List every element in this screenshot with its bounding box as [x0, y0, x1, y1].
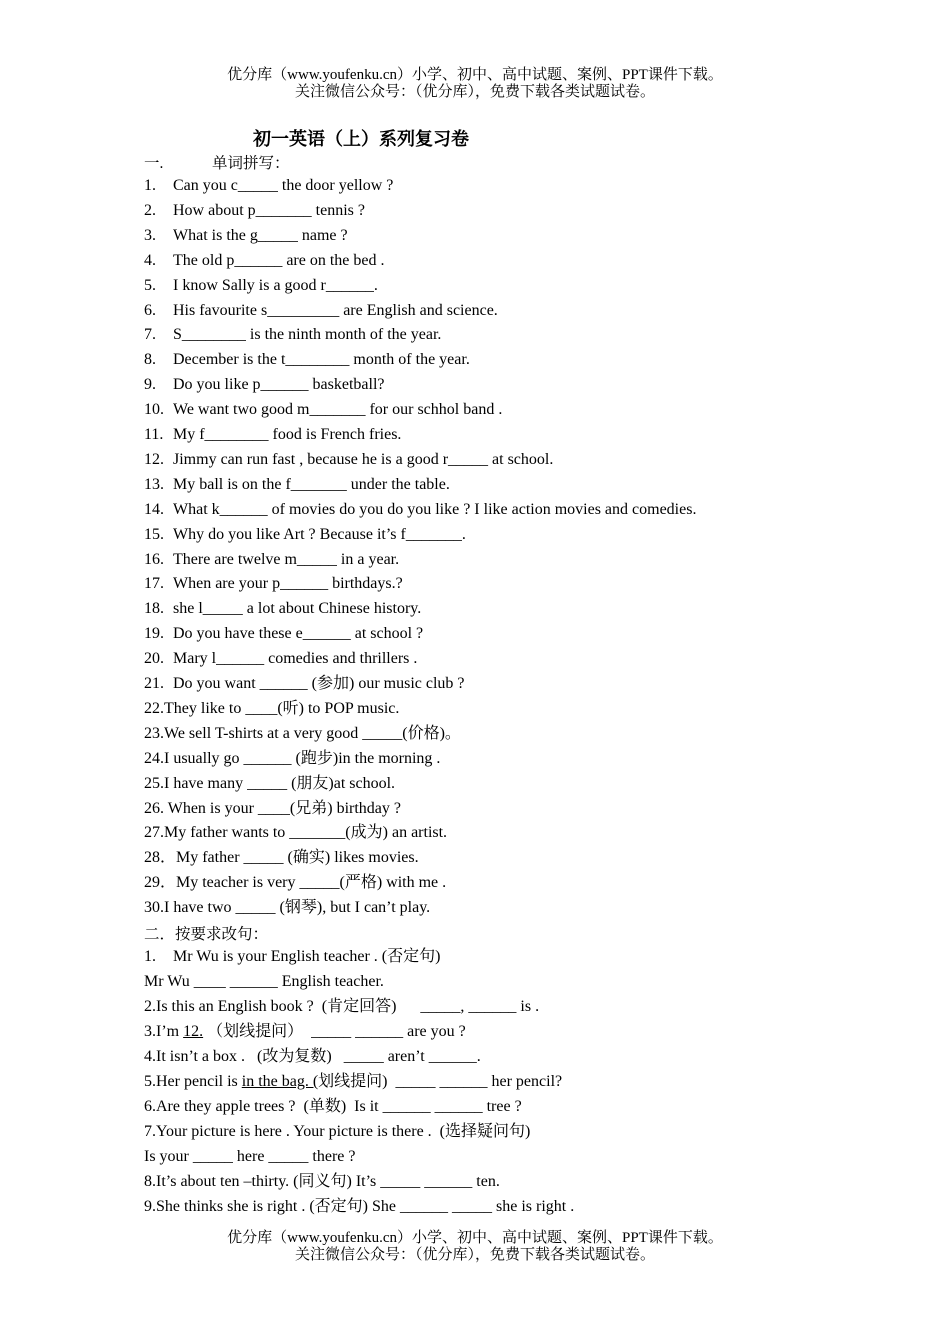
question-text: I know Sally is a good r______.: [173, 276, 378, 294]
question-number: 21.: [144, 675, 164, 692]
section-1-heading: 一. 单词拼写：: [144, 155, 290, 172]
page-header: [0, 67, 950, 101]
question-text: Do you have these e______ at school ?: [173, 625, 424, 643]
question-1-3: [144, 225, 348, 247]
question-text: What k______ of movies do you do you like ? I like action movies and comedies.: [173, 500, 697, 518]
page-footer: [0, 1230, 950, 1264]
question-1-12: [144, 449, 553, 471]
question-1-20: [144, 648, 417, 670]
question-number: 2.: [144, 201, 156, 219]
question-2-2: 2.Is this an English book ? (肯定回答) _____, ______ is .: [144, 998, 540, 1015]
question-text: How about p_______ tennis ?: [173, 201, 365, 219]
question-text: Can you c_____ the door yellow ?: [173, 177, 394, 194]
question-number: 1.: [144, 177, 156, 194]
question-1-1: [144, 175, 393, 197]
question-2-7: 7.Your picture is here . Your picture is there . (选择疑问句): [144, 1123, 531, 1140]
footer-line-1: 优分库（www.youfenku.cn）小学、初中、高中试题、案例、PPT课件下载。: [227, 1230, 723, 1246]
question-1-29: 29．My teacher is very _____(严格) with me .: [144, 874, 447, 892]
question-1-13: [144, 474, 450, 496]
page-title: 初一英语（上）系列复习卷: [253, 129, 469, 150]
question-2-4: 4.It isn’t a box . (改为复数) _____ aren’t ______.: [144, 1048, 481, 1065]
question-text: What is the g_____ name ?: [173, 226, 348, 244]
question-1-24: 24.I usually go ______ (跑步)in the morning .: [144, 749, 441, 767]
question-text: December is the t________ month of the year.: [173, 351, 470, 369]
question-number: 6.: [144, 301, 156, 319]
question-text: Do you like p______ basketball?: [173, 376, 385, 394]
question-text: His favourite s_________ are English and science.: [173, 301, 498, 319]
question-2-1: 1. Mr Wu is your English teacher . (否定句): [144, 948, 441, 965]
question-1-22: 22.They like to ____(听) to POP music.: [144, 699, 400, 717]
question-1-23: 23.We sell T-shirts at a very good _____(价格)。: [144, 724, 461, 742]
question-1-6: [144, 300, 498, 322]
question-1-5: [144, 275, 378, 297]
question-1-14: [144, 499, 696, 521]
question-1-28: 28．My father _____ (确实) likes movies.: [144, 849, 419, 867]
section-2-heading: 二．按要求改句：: [144, 926, 269, 943]
question-number: 17.: [144, 575, 164, 593]
question-text: My ball is on the f_______ under the table.: [173, 475, 450, 493]
question-2-6: 6.Are they apple trees ? (单数) Is it ______ ______ tree ?: [144, 1098, 522, 1115]
question-1-2: [144, 200, 365, 222]
question-text: We want two good m_______ for our schhol band .: [173, 401, 503, 419]
question-2-5: 5.Her pencil is in the bag. (划线提问) _____ ______ her pencil?: [144, 1073, 563, 1090]
question-text: The old p______ are on the bed .: [173, 251, 385, 269]
question-1-8: [144, 349, 470, 371]
question-1-18: [144, 598, 421, 620]
question-1-26: 26. When is your ____(兄弟) birthday ?: [144, 799, 401, 817]
question-number: 14.: [144, 500, 164, 518]
question-text: she l_____ a lot about Chinese history.: [173, 600, 422, 618]
question-text: Mary l______ comedies and thrillers .: [173, 650, 418, 668]
question-number: 13.: [144, 475, 164, 493]
question-number: 18.: [144, 600, 164, 618]
question-number: 11.: [144, 426, 164, 443]
question-text: When are your p______ birthdays.?: [173, 575, 403, 593]
question-text: S________ is the ninth month of the year.: [173, 326, 442, 344]
question-1-25: 25.I have many _____ (朋友)at school.: [144, 774, 396, 792]
question-number: 12.: [144, 450, 164, 468]
question-1-21: [144, 673, 465, 695]
question-1-19: [144, 623, 423, 645]
question-2-7-answer: Is your _____ here _____ there ?: [144, 1148, 356, 1165]
question-1-15: [144, 524, 466, 546]
question-number: 9.: [144, 376, 156, 394]
question-2-1-answer: Mr Wu ____ ______ English teacher.: [144, 973, 384, 990]
question-text: Do you want ______ (参加) our music club ?: [173, 675, 465, 692]
question-1-7: [144, 324, 441, 346]
question-number: 15.: [144, 525, 164, 543]
question-text: Jimmy can run fast , because he is a good r_____ at school.: [173, 450, 554, 468]
question-2-9: 9.She thinks she is right . (否定句) She ______ _____ she is right .: [144, 1198, 575, 1215]
question-1-9: [144, 374, 385, 396]
question-1-17: [144, 573, 403, 595]
question-number: 5.: [144, 276, 156, 294]
question-1-10: [144, 399, 502, 421]
question-text: My f________ food is French fries.: [173, 426, 402, 443]
question-number: 3.: [144, 226, 156, 244]
question-text: There are twelve m_____ in a year.: [173, 550, 400, 568]
footer-line-2: 关注微信公众号：（优分库），免费下载各类试题试卷。: [294, 1247, 655, 1263]
question-1-4: [144, 250, 385, 272]
question-number: 19.: [144, 625, 164, 643]
question-number: 16.: [144, 550, 164, 568]
question-1-16: [144, 549, 399, 571]
question-2-3: 3.I’m 12. （划线提问） _____ ______ are you ?: [144, 1023, 466, 1040]
question-1-11: [144, 424, 401, 446]
question-text: Why do you like Art ? Because it’s f_______.: [173, 525, 466, 543]
question-number: 20.: [144, 650, 164, 668]
question-1-30: 30.I have two _____ (钢琴), but I can’t play.: [144, 899, 431, 917]
question-2-8: 8.It’s about ten –thirty. (同义句) It’s _____ ______ ten.: [144, 1173, 500, 1190]
question-1-27: 27.My father wants to _______(成为) an artist.: [144, 824, 448, 842]
question-number: 4.: [144, 251, 156, 269]
question-number: 10.: [144, 401, 164, 419]
question-number: 7.: [144, 326, 156, 344]
question-number: 8.: [144, 351, 156, 369]
header-line-1: 优分库（www.youfenku.cn）小学、初中、高中试题、案例、PPT课件下载。: [227, 67, 723, 83]
header-line-2: 关注微信公众号：（优分库），免费下载各类试题试卷。: [294, 84, 655, 100]
